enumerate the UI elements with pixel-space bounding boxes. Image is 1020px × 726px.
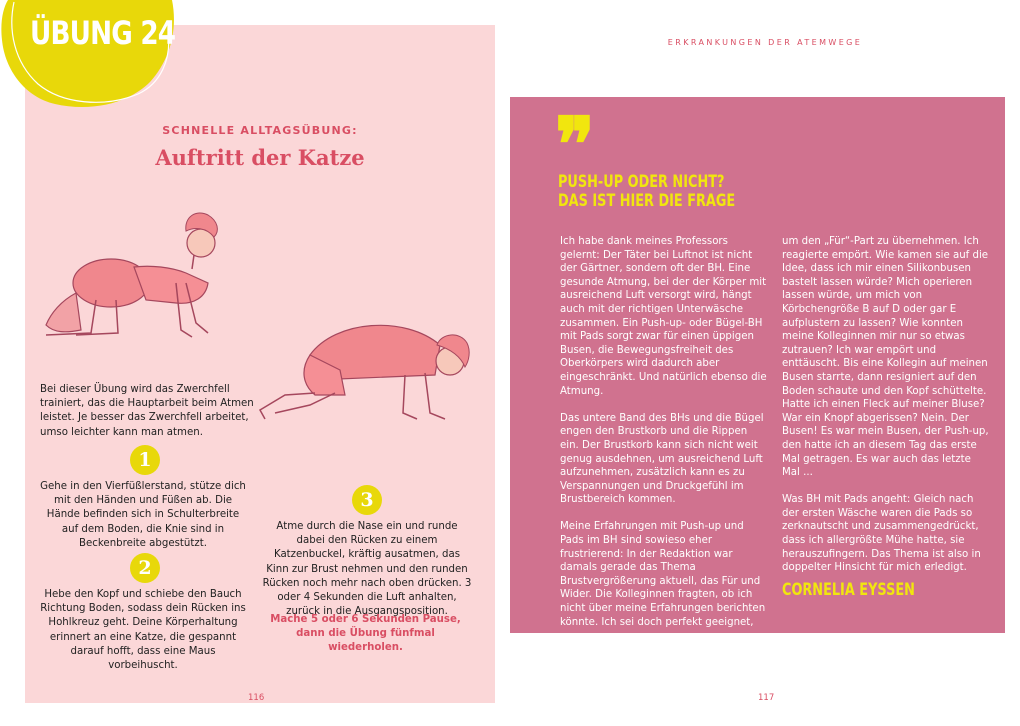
paragraph: Was BH mit Pads angeht: Gleich nach der ersten Wäsche waren die Pads so zerknautscht und zusammengedrückt, dass ich allergrößte Mühe hatte, sie herauszufingern. Das Thema ist also in doppelter Hinsicht für mich erledigt. (782, 494, 981, 574)
text-column-1 (560, 235, 768, 643)
text-column-2 (782, 235, 990, 588)
repeat-note: Mache 5 oder 6 Sekunden Pause, dann die Übung fünfmal wiederholen. (270, 614, 461, 654)
step-2-badge: 2 (130, 553, 160, 583)
cat-pose-illustration-2 (255, 315, 475, 425)
page-number-right: 117 (758, 693, 775, 703)
kicker: SCHNELLE ALLTAGSÜBUNG: (162, 124, 358, 137)
panel-heading-line2: DAS IST HIER DIE FRAGE (558, 191, 736, 210)
author-signature: CORNELIA EYSSEN (782, 580, 915, 599)
step-1-text: Gehe in den Vierfüßlerstand, stütze dich mit den Händen und Füßen ab. Die Hände befinden sich in Schulterbreite auf dem Boden, die Knie sind in Beckenbreite abgestützt. (40, 481, 246, 549)
exercise-badge: ÜBUNG 24 (30, 14, 176, 52)
step-1-badge: 1 (130, 445, 160, 475)
step-3-badge: 3 (352, 485, 382, 515)
step-3-text: Atme durch die Nase ein und runde dabei den Rücken zu einem Katzenbuckel, kräftig ausatmen, das Kinn zur Brust nehmen und den runden Rücken noch mehr nach oben drücken. 3 oder 4 Sekunden die Luft anhalten, zurück in die Ausgangsposition. (262, 521, 472, 618)
panel-heading (558, 172, 735, 210)
intro-text: Bei dieser Übung wird das Zwerchfell trainiert, das die Hauptarbeit beim Atmen leistet. Je besser das Zwerchfell arbeitet, umso leichter kann man atmen. (40, 384, 254, 438)
quote-mark-icon: ❞ (555, 102, 595, 188)
paragraph: Ich habe dank meines Professors gelernt: Der Täter bei Luftnot ist nicht der Gärtner, sondern oft der BH. Eine gesunde Atmung, bei der der Körper mit ausreichend Luft versorgt wird, hängt auch mit der richtigen Unterwäsche zusammen. Ein Push-up- oder Bügel-BH mit Pads sorgt zwar für einen üppigen Busen, die Bewegungsfreiheit des Oberkörpers wird dadurch aber eingeschränkt. Und natürlich ebenso die Atmung. (560, 236, 767, 397)
running-head: ERKRANKUNGEN DER ATEMWEGE (667, 38, 863, 47)
page-title: Auftritt der Katze (155, 145, 365, 170)
paragraph: Meine Erfahrungen mit Push-up und Pads im BH sind sowieso eher frustrierend: In der Redaktion war damals gerade das Thema Brustvergrößerung aktuell, das Für und Wider. Die Kolleginnen fragten, ob ich nicht über meine Erfahrungen berichten könnte. Ich sei doch perfekt geeignet, (560, 521, 766, 628)
paragraph: um den „Für“-Part zu übernehmen. Ich reagierte empört. Wie kamen sie auf die Idee, dass ich mir einen Silikonbusen bastelt lassen würde? Mich operieren lassen würde, um mich von Körbchengröße B auf D oder gar E aufplustern zu lassen? Wie konnten meine Kolleginnen mir nur so etwas zutrauen? Ich war empört und enttäuscht. Bis eine Kollegin auf meinen Busen starrte, dann resigniert auf den Boden schaute und den Kopf schüttelte. Hatte ich einen Fleck auf meiner Bluse? War ein Knopf abgerissen? Nein. Der Busen! Es war mein Busen, der Push-up, den hatte ich an diesem Tag das erste Mal getragen. Es war auch das letzte Mal ... (782, 236, 989, 479)
panel-heading-line1: PUSH-UP ODER NICHT? (558, 172, 725, 191)
cat-pose-illustration-1 (36, 205, 226, 350)
page-number-left: 116 (248, 693, 265, 703)
step-2-text: Hebe den Kopf und schiebe den Bauch Richtung Boden, sodass dein Rücken ins Hohlkreuz geht. Deine Körperhaltung erinnert an eine Katze, die gespannt darauf hofft, dass eine Maus vorbeihuscht. (40, 589, 246, 672)
paragraph: Das untere Band des BHs und die Bügel engen den Brustkorb und die Rippen ein. Der Brustkorb kann sich nicht weit genug ausdehnen, um ausreichend Luft aufzunehmen, zusätzlich kann es zu Verspannungen und Druckgefühl im Brustbereich kommen. (560, 412, 764, 506)
